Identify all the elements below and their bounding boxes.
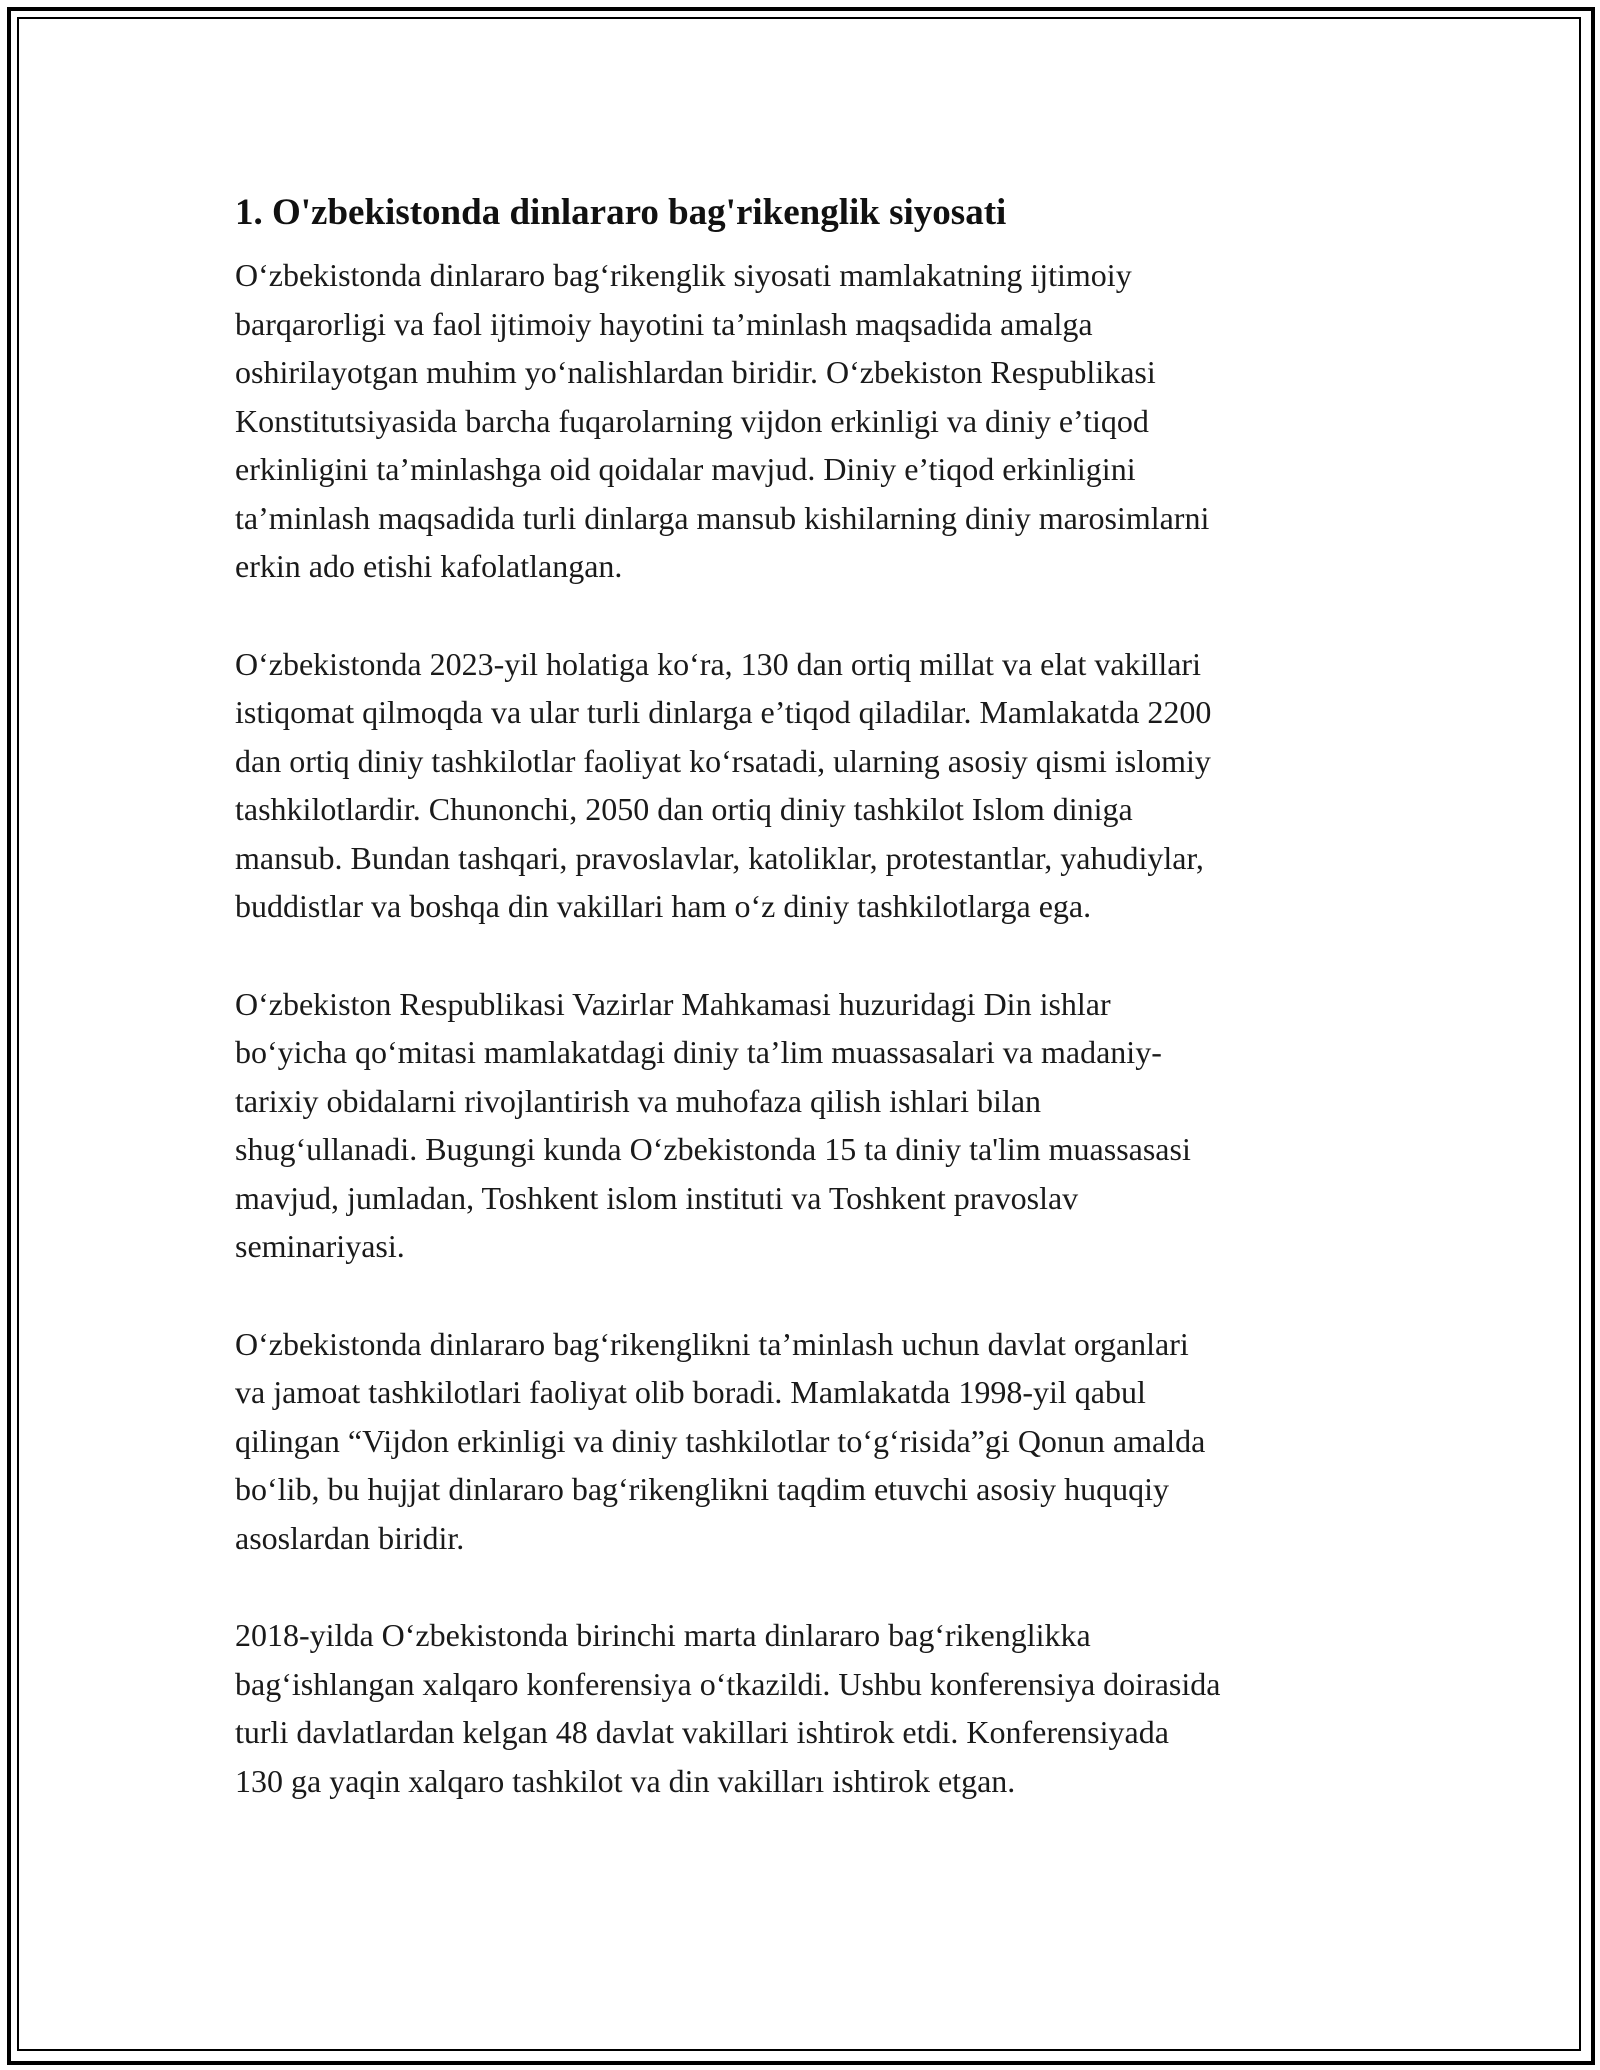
text-line: O‘zbekistonda dinlararo bag‘rikenglik siyosati mamlakatning ijtimoiy xyxy=(235,257,1132,293)
text-line: ta’minlash maqsadida turli dinlarga mansub kishilarning diniy marosimlarni xyxy=(235,499,1210,536)
text-line: bag‘ishlangan xalqaro konferensiya o‘tkazildi. Ushbu konferensiya doirasida xyxy=(235,1665,1221,1702)
text-line: O‘zbekistonda 2023-yil holatiga ko‘ra, 130 dan ortiq millat va elat vakillari xyxy=(235,645,1201,682)
text-line: mansub. Bundan tashqari, pravoslavlar, katoliklar, protestantlar, yahudiylar, xyxy=(235,839,1204,876)
text-line: asoslardan biridir. xyxy=(235,1519,465,1556)
text-line: 2018-yilda O‘zbekistonda birinchi marta dinlararo bag‘rikenglikka xyxy=(235,1617,1091,1653)
paragraph-4 xyxy=(235,1320,1375,1563)
text-line: tarixiy obidalarni rivojlantirish va muhofaza qilish ishlari bilan xyxy=(235,1082,1042,1119)
text-line: bo‘lib, bu hujjat dinlararo bag‘rikenglikni taqdim etuvchi asosiy huquqiy xyxy=(235,1471,1170,1507)
text-line: turli davlatlardan kelgan 48 davlat vakillari ishtirok etdi. Konferensiyada xyxy=(235,1714,1169,1750)
text-line: oshirilayotgan muhim yo‘nalishlardan biridir. O‘zbekiston Respublikasi xyxy=(235,354,1156,390)
paragraph-5 xyxy=(235,1611,1375,1805)
text-line: istiqomat qilmoqda va ular turli dinlarga e’tiqod qiladilar. Mamlakatda 2200 xyxy=(235,694,1212,730)
text-line: erkinligini ta’minlashga oid qoidalar mavjud. Diniy e’tiqod erkinligini xyxy=(235,451,1136,487)
text-line: seminariyasi. xyxy=(235,1228,405,1264)
text-line: dan ortiq diniy tashkilotlar faoliyat ko‘rsatadi, ularning asosiy qismi islomiy xyxy=(235,742,1211,779)
text-line: bo‘yicha qo‘mitasi mamlakatdagi diniy ta’lim muassasalari va madaniy- xyxy=(235,1034,1162,1070)
text-line: tashkilotlardir. Chunonchi, 2050 dan ortiq diniy tashkilot Islom diniga xyxy=(235,791,1133,827)
text-line: buddistlar va boshqa din vakillari ham o‘z diniy tashkilotlarga ega. xyxy=(235,888,1092,924)
text-line: O‘zbekistonda dinlararo bag‘rikenglikni ta’minlash uchun davlat organlari xyxy=(235,1325,1189,1362)
document-page xyxy=(235,188,1375,1854)
text-line: mavjud, jumladan, Toshkent islom instituti va Toshkent pravoslav xyxy=(235,1179,1079,1216)
page-title: 1. O'zbekistonda dinlararo bag'rikenglik siyosati xyxy=(235,192,1007,233)
text-line: O‘zbekiston Respublikasi Vazirlar Mahkamasi huzuridagi Din ishlar xyxy=(235,985,1111,1022)
paragraph-3 xyxy=(235,980,1375,1271)
text-line: va jamoat tashkilotlari faoliyat olib boradi. Mamlakatda 1998-yil qabul xyxy=(235,1374,1146,1410)
text-line: Konstitutsiyasida barcha fuqarolarning vijdon erkinligi va diniy e’tiqod xyxy=(235,402,1149,439)
text-line: barqarorligi va faol ijtimoiy hayotini ta’minlash maqsadida amalga xyxy=(235,305,1093,342)
paragraph-1 xyxy=(235,251,1375,591)
paragraph-2 xyxy=(235,640,1375,931)
text-line: qilingan “Vijdon erkinligi va diniy tashkilotlar to‘g‘risida”gi Qonun amalda xyxy=(235,1422,1206,1459)
text-line: 130 ga yaqin xalqaro tashkilot va din vakilları ishtirok etgan. xyxy=(235,1762,1016,1799)
text-line: shug‘ullanadi. Bugungi kunda O‘zbekistonda 15 ta diniy ta'lim muassasasi xyxy=(235,1131,1191,1167)
text-line: erkin ado etishi kafolatlangan. xyxy=(235,548,623,584)
